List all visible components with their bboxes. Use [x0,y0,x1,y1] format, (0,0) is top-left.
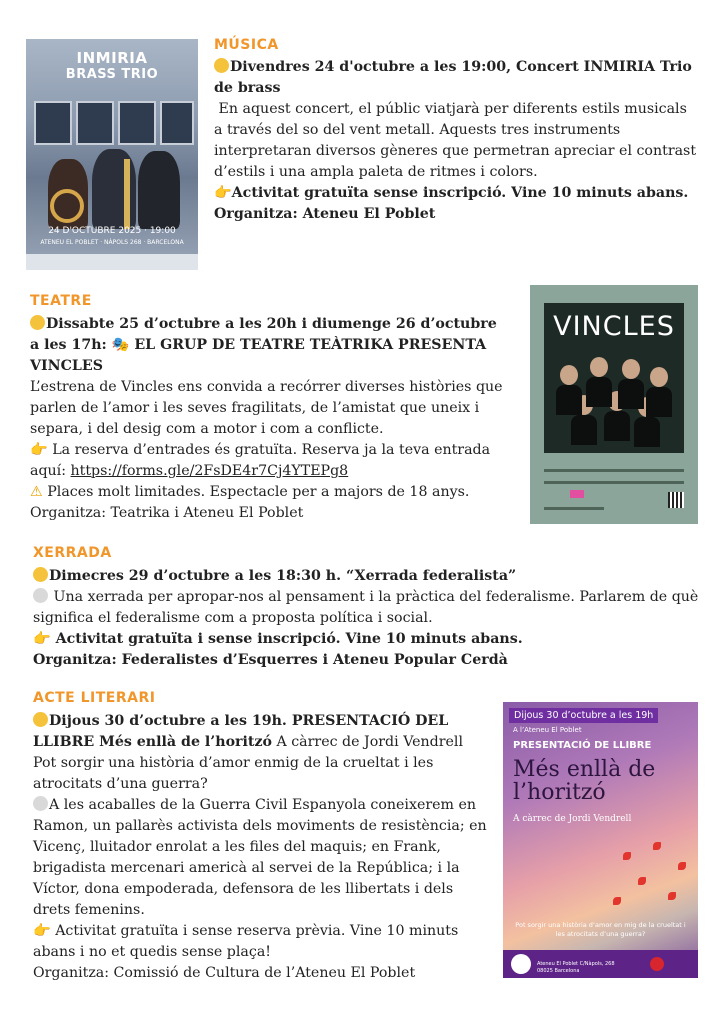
qr-code [668,492,684,508]
pointing-hand-icon: 👉 [30,442,48,458]
trombone-icon [124,159,130,229]
poster-date: 24 D'OCTUBRE 2025 · 19:00 [48,226,176,236]
event-title: Dissabte 25 d’octubre a les 20h i diumenge 26 d’octubre a les 17h: [30,316,497,353]
category-musica: MÚSICA [214,37,279,53]
actor-figure [646,387,672,417]
event-question: Pot sorgir una història d’amor enmig de la crueltat i les atrocitats d’una guerra? [33,755,434,792]
event-title: Dijous 30 d’octubre a les 19h. PRESENTACIÓ DEL LLIBRE Més enllà de l’horitzó [33,713,449,750]
event-title: Dimecres 29 d’octubre a les 18:30 h. “Xerrada federalista” [49,568,517,584]
vincles-poster [530,285,698,524]
poster-footer [26,254,198,270]
poster-author: A càrrec de Jordi Vendrell [513,814,632,824]
actor-figure [556,385,582,415]
red-splash [653,842,661,850]
actor-figure [560,365,578,385]
poster-question: Pot sorgir una història d’amor en mig de la crueltat i les atrocitats d’una guerra? [515,921,686,938]
poster-address: Ateneu El Poblet C/Nàpols, 268 08025 Barcelona [537,961,615,974]
event-note: Activitat gratuïta i sense inscripció. Vine 10 minuts abans. [55,631,523,647]
poster-venue: A l’Ateneu El Poblet [513,726,582,734]
booking-link[interactable]: https://forms.gle/2FsDE4r7Cj4YTEPg8 [70,463,349,479]
event-musica [214,57,699,225]
poster-subtitle: BRASS TRIO [65,67,159,82]
yellow-dot-icon [33,567,48,582]
pointing-hand-icon: 👉 [33,631,51,647]
event-note: Activitat gratuïta sense inscripció. Vine 10 minuts abans. [231,185,689,201]
red-splash [668,892,676,900]
ateneu-logo-icon [511,954,531,974]
actor-figure [618,379,644,409]
pointing-hand-icon: 👉 [214,185,232,201]
grey-dot-icon [33,588,48,603]
event-warning: Places molt limitades. Espectacle per a majors de 18 anys. [47,484,470,500]
book-poster [503,702,698,978]
yellow-dot-icon [30,315,45,330]
event-author: A càrrec de Jordi Vendrell [276,734,463,750]
concert-poster [26,39,198,270]
actor-figure [634,417,660,447]
red-splash [623,852,631,860]
barcelona-logo-icon [650,957,664,971]
window-graphic [160,101,194,145]
red-splash [678,862,686,870]
event-title: Divendres 24 d'octubre a les 19:00, Concert INMIRIA Trio de brass [214,59,692,96]
event-description: A les acaballes de la Guerra Civil Espanyola coneixerem en Ramon, un pallarès activista dels moviments de resistència; en Vicenç, lluitador enrolat a les files del maquis; en Frank, brigadista mercenari americà al servei de la República; i la Víctor, dona empoderada, defensora de les llibertats i dels drets femenins. [33,797,487,918]
theater-masks-icon: 🎭 [111,337,130,353]
yellow-dot-icon [33,712,48,727]
actor-figure [622,359,640,379]
red-splash [613,897,621,905]
actor-figure [571,415,597,445]
event-organizer: Organitza: Ateneu El Poblet [214,206,436,222]
info-line [544,481,684,484]
info-line [544,507,604,510]
category-xerrada: XERRADA [33,545,112,561]
event-organizer: Organitza: Teatrika i Ateneu El Poblet [30,505,304,521]
booking-text: La reserva d’entrades és gratuïta. Reserva ja la teva entrada aquí: [30,442,491,479]
window-graphic [76,101,114,145]
event-note: Activitat gratuïta i sense reserva prèvia. Vine 10 minuts abans i no et quedis sense plaça! [33,923,459,960]
red-splash [638,877,646,885]
musician-figure [138,151,180,229]
poster-title: INMIRIA [76,49,148,67]
poster-date: Dijous 30 d’octubre a les 19h [509,708,658,723]
warning-icon: ⚠ [30,484,43,500]
poster-title: VINCLES [553,311,675,342]
event-literari [33,711,491,984]
event-xerrada [33,566,703,671]
event-description: Una xerrada per apropar-nos al pensament i la pràctica del federalisme. Parlarem de què significa el federalisme com a proposta política i social. [33,589,699,626]
poster-label: PRESENTACIÓ DE LLIBRE [513,740,652,751]
event-description: En aquest concert, el públic viatjarà per diferents estils musicals a través del so del vent metall. Aquests tres instruments interpretaran diversos gèneres que permetran apreciar el contrast d’estils i una ampla paleta de ritmes i colors. [214,101,697,180]
event-teatre [30,314,510,524]
category-literari: ACTE LITERARI [33,690,156,706]
horn-icon [50,189,84,223]
poster-title: Més enllà de l’horitzó [513,757,656,805]
event-organizer: Organitza: Comissió de Cultura de l’Ateneu El Poblet [33,965,416,981]
actor-figure [586,377,612,407]
actor-figure [604,411,630,441]
info-line [544,469,684,472]
window-graphic [118,101,156,145]
category-teatre: TEATRE [30,293,92,309]
yellow-dot-icon [214,58,229,73]
actor-figure [650,367,668,387]
grey-dot-icon [33,796,48,811]
actor-figure [590,357,608,377]
event-title-rest: EL GRUP DE TEATRE TEÀTRIKA PRESENTA VINCLES [30,337,487,374]
window-graphic [34,101,72,145]
pointing-hand-icon: 👉 [33,923,51,939]
event-organizer: Organitza: Federalistes d’Esquerres i Ateneu Popular Cerdà [33,652,508,668]
pink-mark [570,490,584,498]
poster-place: ATENEU EL POBLET · NÀPOLS 268 · BARCELONA [40,239,184,246]
event-description: L’estrena de Vincles ens convida a recórrer diverses històries que parlen de l’amor i les seves fragilitats, de l’amistat que uneix i separa, i del desig com a motor i com a conflicte. [30,379,503,437]
